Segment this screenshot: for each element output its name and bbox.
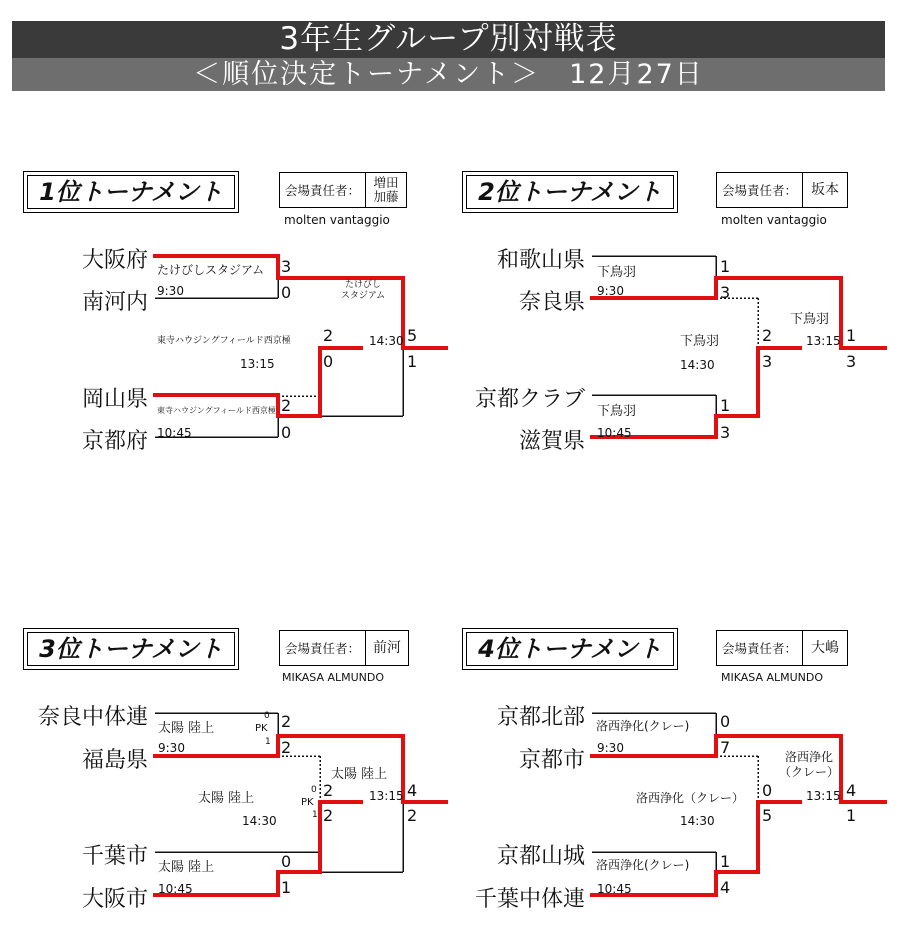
t1-m2-venue: 東寺ハウジングフィールド西京極 [157, 406, 276, 415]
t2-m2-venue: 下鳥羽 [597, 404, 637, 419]
t2-team-3: 京都クラブ [474, 387, 585, 412]
t4-team-2: 京都市 [518, 748, 585, 773]
t1-m2-score-top: 2 [281, 396, 292, 415]
t4-m4-score-bottom: 1 [846, 806, 857, 825]
t3-m1-time: 9:30 [158, 741, 185, 755]
t3-m1-pk-top: 0 [264, 711, 270, 721]
t1-m4-time: 14:30 [369, 334, 404, 348]
t2-team-4: 滋賀県 [518, 429, 585, 454]
t1-m1-venue: たけびしスタジアム [157, 263, 265, 277]
tournament-4-title: 4位トーナメント [466, 632, 674, 666]
t4-m2-time: 10:45 [597, 882, 632, 896]
t3-team-4: 大阪市 [81, 887, 148, 912]
t3-m4-score-bottom: 2 [407, 806, 418, 825]
t1-team-3: 岡山県 [81, 387, 148, 412]
t3-m3-score-top: 2 [323, 781, 334, 800]
t1-m3-score-bottom: 0 [323, 352, 334, 371]
t4-brand: MIKASA ALMUNDO [721, 671, 824, 684]
t1-m1-score-bottom: 0 [281, 283, 292, 302]
t4-m1-score-top: 0 [720, 712, 731, 731]
t3-m3-pk-top: 0 [311, 785, 317, 795]
t1-venue-box [279, 172, 407, 208]
tournament-2-title: 2位トーナメント [466, 175, 674, 209]
venue-manager-name: 大嶋 [811, 640, 840, 656]
t2-m4-time: 13:15 [806, 334, 841, 348]
venue-manager-label: 会場責任者： [717, 631, 803, 665]
t3-m3-score-bottom: 2 [323, 806, 334, 825]
t2-m1-score-bottom: 3 [720, 283, 731, 302]
t2-m3-score-top: 2 [762, 326, 773, 345]
t2-m2-score-top: 1 [720, 396, 731, 415]
t3-m4-venue: 太陽 陸上 [331, 767, 388, 782]
t1-team-4: 京都府 [81, 429, 148, 454]
t1-m2-score-bottom: 0 [281, 423, 292, 442]
t3-m3-pk-bottom: 1 [312, 810, 318, 820]
page-subtitle: ＜順位決定トーナメント＞ 12月27日 [12, 58, 885, 91]
t2-m1-venue: 下鳥羽 [597, 265, 637, 280]
t4-m3-score-top: 0 [762, 781, 773, 800]
t1-m1-score-top: 3 [281, 257, 292, 276]
t2-m1-score-top: 1 [720, 257, 731, 276]
t1-brand: molten vantaggio [284, 213, 390, 227]
t4-team-1: 京都北部 [496, 705, 585, 730]
t4-m2-score-top: 1 [720, 852, 731, 871]
t2-m4-venue: 下鳥羽 [790, 312, 830, 327]
t2-m3-score-bottom: 3 [762, 352, 773, 371]
venue-manager-label: 会場責任者： [280, 631, 366, 665]
venue-manager-label: 会場責任者： [717, 173, 803, 207]
venue-manager-label: 会場責任者： [280, 173, 366, 207]
t3-team-1: 奈良中体連 [37, 705, 148, 730]
t4-team-3: 京都山城 [496, 844, 585, 869]
t1-m2-time: 10:45 [157, 426, 192, 440]
t4-m2-score-bottom: 4 [720, 878, 731, 897]
t3-m1-pk-bottom: 1 [265, 737, 271, 747]
t2-brand: molten vantaggio [721, 213, 827, 227]
t2-venue-box [716, 172, 848, 208]
t4-m3-time: 14:30 [680, 814, 715, 828]
t2-m3-time: 14:30 [680, 358, 715, 372]
t4-m4-time: 13:15 [806, 789, 841, 803]
t4-m3-venue: 洛西浄化（クレー） [636, 791, 745, 805]
t2-m2-time: 10:45 [597, 426, 632, 440]
t2-m4-score-top: 1 [846, 326, 857, 345]
t2-m1-time: 9:30 [597, 284, 624, 298]
t3-m1-venue: 太陽 陸上 [158, 721, 215, 736]
t1-m4-score-top: 5 [407, 326, 418, 345]
t3-m2-time: 10:45 [158, 882, 193, 896]
t3-m2-venue: 太陽 陸上 [158, 860, 215, 875]
t3-brand: MIKASA ALMUNDO [282, 671, 385, 684]
venue-manager-name: 増田 加藤 [373, 175, 399, 204]
t1-team-1: 大阪府 [81, 248, 148, 273]
t2-m2-score-bottom: 3 [720, 423, 731, 442]
t4-m1-venue: 洛西浄化(クレー) [596, 719, 690, 733]
t3-m3-venue: 太陽 陸上 [198, 791, 255, 806]
t3-m2-score-top: 0 [281, 852, 292, 871]
t4-m1-time: 9:30 [597, 741, 624, 755]
t3-m4-score-top: 4 [407, 781, 418, 800]
t4-m3-score-bottom: 5 [762, 806, 773, 825]
t1-m1-time: 9:30 [157, 284, 184, 298]
t1-m3-score-top: 2 [323, 326, 334, 345]
t3-m1-pk-label: PK [255, 723, 268, 734]
t4-m4-score-top: 4 [846, 781, 857, 800]
t3-m2-score-bottom: 1 [281, 878, 292, 897]
t1-m3-venue: 東寺ハウジングフィールド西京極 [157, 336, 291, 346]
t3-team-3: 千葉市 [81, 844, 148, 869]
venue-manager-name: 坂本 [811, 182, 840, 198]
tournament-3-title: 3位トーナメント [27, 632, 235, 666]
t1-team-2: 南河内 [81, 290, 148, 315]
t3-m3-pk-label: PK [301, 797, 314, 808]
t3-m3-time: 14:30 [242, 814, 277, 828]
t3-venue-box [279, 630, 409, 666]
t4-m4-venue: 洛西浄化 （クレー） [778, 750, 839, 779]
t3-team-2: 福島県 [81, 748, 148, 773]
t2-team-1: 和歌山県 [496, 248, 585, 273]
page-title: 3年生グループ別対戦表 [12, 21, 885, 58]
venue-manager-name: 前河 [373, 640, 402, 656]
t3-m1-score-bottom: 2 [281, 738, 292, 757]
t3-m4-time: 13:15 [369, 789, 404, 803]
t4-team-4: 千葉中体連 [474, 887, 585, 912]
t1-m4-score-bottom: 1 [407, 352, 418, 371]
t1-m4-venue: たけびし スタジアム [340, 280, 386, 301]
t2-team-2: 奈良県 [518, 290, 585, 315]
t2-m3-venue: 下鳥羽 [680, 334, 720, 349]
t4-m2-venue: 洛西浄化(クレー) [596, 858, 690, 872]
t1-m3-time: 13:15 [240, 357, 275, 371]
t3-m1-score-top: 2 [281, 712, 292, 731]
tournament-1-title: 1位トーナメント [27, 175, 235, 209]
t4-venue-box [716, 630, 848, 666]
t2-m4-score-bottom: 3 [846, 352, 857, 371]
t4-m1-score-bottom: 7 [720, 738, 731, 757]
